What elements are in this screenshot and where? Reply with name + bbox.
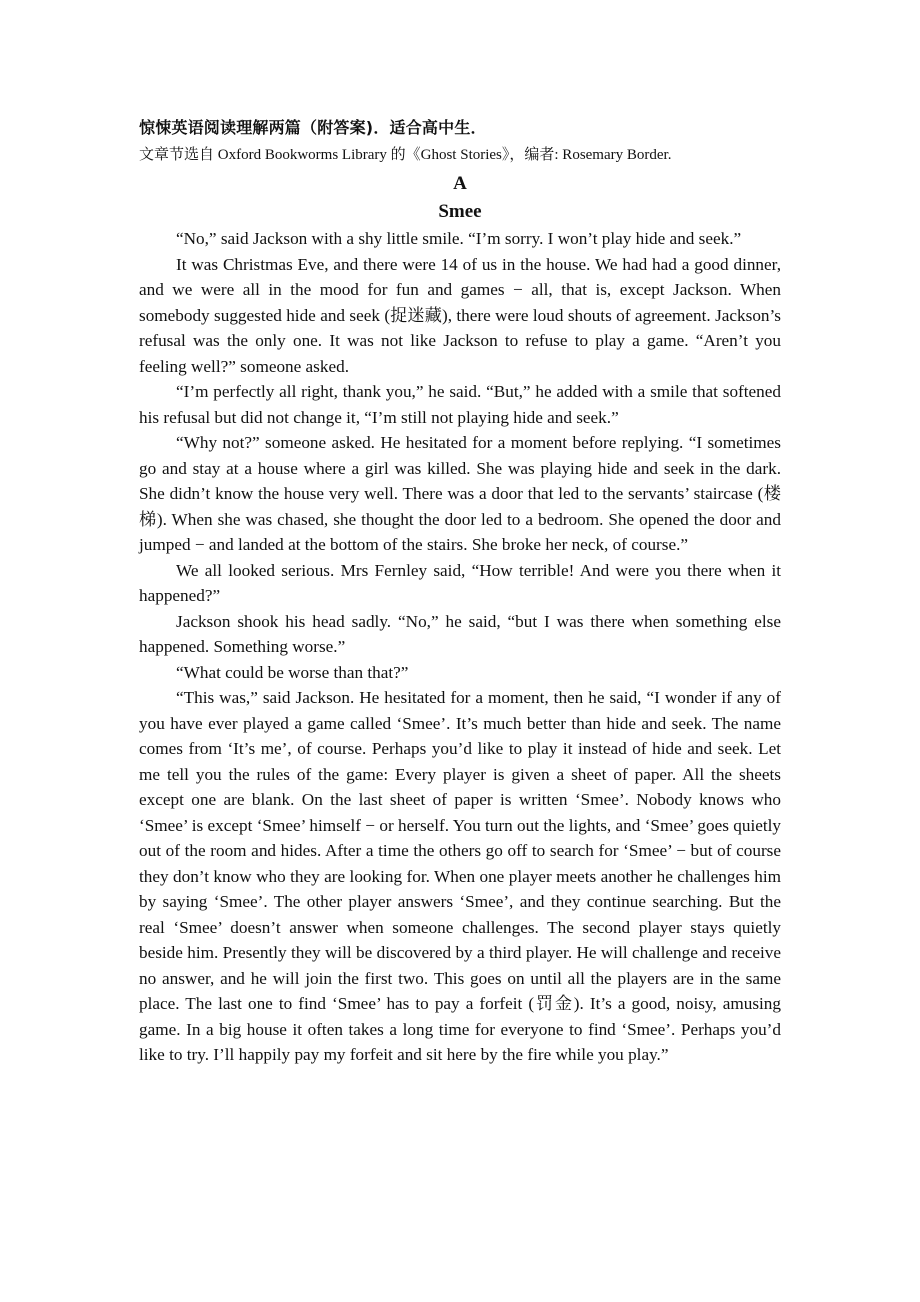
document-body xyxy=(139,112,781,1068)
document-title: 惊悚英语阅读理解两篇（附答案)．适合高中生． xyxy=(139,118,487,137)
paragraph: “What could be worse than that?” xyxy=(176,662,409,682)
paragraph: “Why not?” someone asked. He hesitated for a moment before replying. “I sometimes go and stay at a house where a girl was killed. She was playing hide and seek in the dark. She didn’t know the house very well. There was a door that led to the servants’ staircase (楼梯). When she was chased, she thought the door led to a bedroom. She opened the door and jumped − and landed at the bottom of the stairs. She broke her neck, of course.” xyxy=(139,433,781,554)
paragraph: “No,” said Jackson with a shy little smile. “I’m sorry. I won’t play hide and seek.” xyxy=(176,229,742,248)
story-title: Smee xyxy=(438,201,482,222)
section-letter: A xyxy=(453,173,467,194)
paragraph: Jackson shook his head sadly. “No,” he said, “but I was there when something else happened. Something worse.” xyxy=(139,611,781,656)
paragraph: We all looked serious. Mrs Fernley said, “How terrible! And were you there when it happened?” xyxy=(139,560,781,605)
paragraph: “I’m perfectly all right, thank you,” he said. “But,” he added with a smile that softened his refusal but did not change it, “I’m still not playing hide and seek.” xyxy=(139,382,781,427)
source-note: 文章节选自 Oxford Bookworms Library 的《Ghost Stories》，编者: Rosemary Border. xyxy=(139,147,672,163)
paragraph: “This was,” said Jackson. He hesitated for a moment, then he said, “I wonder if any of you have ever played a game called ‘Smee’. It’s much better than hide and seek. The name comes from ‘It’s me’, of course. Perhaps you’d like to play it instead of hide and seek. Let me tell you the rules of the game: Every player is given a sheet of paper. All the sheets except one are blank. On the last sheet of paper is written ‘Smee’. Nobody knows who ‘Smee’ is except ‘Smee’ himself − or herself. You turn out the lights, and ‘Smee’ goes quietly out of the room and hides. After a time the others go off to search for ‘Smee’ − but of course they don’t know who they are looking for. When one player meets another he challenges him by saying ‘Smee’. The other player answers ‘Smee’, and they continue searching. But the real ‘Smee’ doesn’t answer when someone challenges. The second player stays quietly beside him. Presently they will be discovered by a third player. He will challenge and receive no answer, and he will join the first two. This goes on until all the players are in the same place. The last one to find ‘Smee’ has to pay a forfeit (罚金). It’s a good, noisy, amusing game. In a big house it often takes a long time for everyone to find ‘Smee’. Perhaps you’d like to try. I’ll happily pay my forfeit and sit here by the fire while you play.” xyxy=(139,688,781,1064)
paragraph: It was Christmas Eve, and there were 14 of us in the house. We had had a good dinner, and we were all in the mood for fun and games − all, that is, except Jackson. When somebody suggested hide and seek (捉迷藏), there were loud shouts of agreement. Jackson’s refusal was the only one. It was not like Jackson to refuse to play a game. “Aren’t you feeling well?” someone asked. xyxy=(139,254,781,376)
